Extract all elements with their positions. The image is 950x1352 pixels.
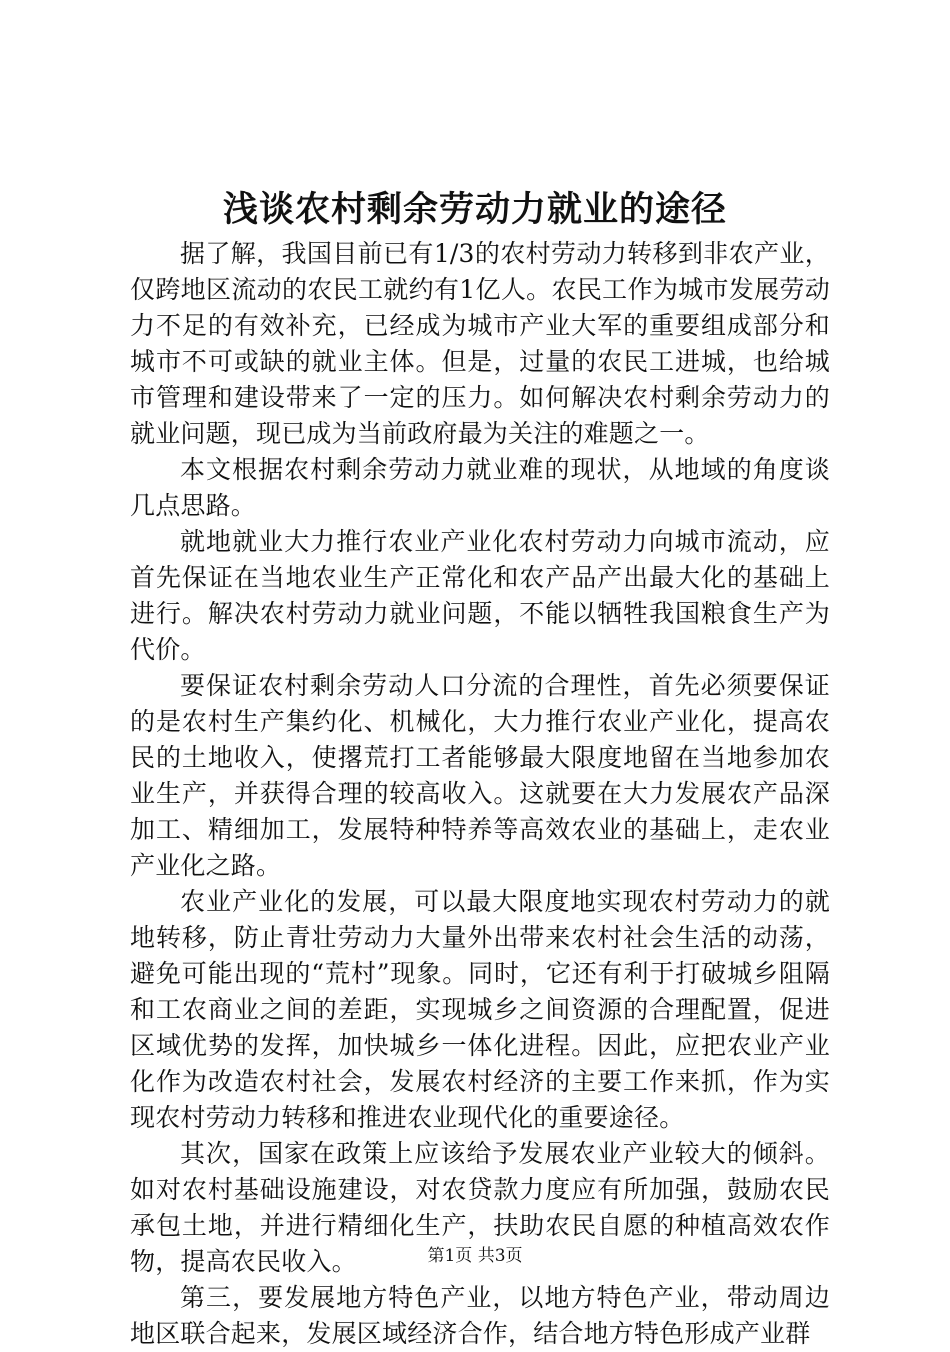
page-footer: 第1页 共3页 xyxy=(427,1246,523,1266)
paragraph-7: 第三，要发展地方特色产业，以地方特色产业，带动周边地区联合起来，发展区域经济合作，结合地方特色形成产业群 xyxy=(130,1283,830,1348)
document-body xyxy=(130,236,830,1352)
paragraph-1: 据了解，我国目前已有1/3的农村劳动力转移到非农产业，仅跨地区流动的农民工就约有1亿人。农民工作为城市发展劳动力不足的有效补充，已经成为城市产业大军的重要组成部分和城市不可或缺的就业主体。但是，过量的农民工进城，也给城市管理和建设带来了一定的压力。如何解决农村剩余劳动力的就业问题，现已成为当前政府最为关注的难题之一。 xyxy=(130,239,830,448)
paragraph-5: 农业产业化的发展，可以最大限度地实现农村劳动力的就地转移，防止青壮劳动力大量外出带来农村社会生活的动荡，避免可能出现的“荒村”现象。同时，它还有利于打破城乡阻隔和工农商业之间的差距，实现城乡之间资源的合理配置，促进区域优势的发挥，加快城乡一体化进程。因此，应把农业产业化作为改造农村社会，发展农村经济的主要工作来抓，作为实现农村劳动力转移和推进农业现代化的重要途径。 xyxy=(130,887,830,1132)
paragraph-2: 本文根据农村剩余劳动力就业难的现状，从地域的角度谈几点思路。 xyxy=(130,455,830,520)
paragraph-4: 要保证农村剩余劳动人口分流的合理性，首先必须要保证的是农村生产集约化、机械化，大力推行农业产业化，提高农民的土地收入，使撂荒打工者能够最大限度地留在当地参加农业生产，并获得合理的较高收入。这就要在大力发展农产品深加工、精细加工，发展特种特养等高效农业的基础上，走农业产业化之路。 xyxy=(130,671,830,880)
document-title: 浅谈农村剩余劳动力就业的途径 xyxy=(222,189,727,230)
paragraph-6: 其次，国家在政策上应该给予发展农业产业较大的倾斜。如对农村基础设施建设，对农贷款力度应有所加强，鼓励农民承包土地，并进行精细化生产，扶助农民自愿的种植高效农作物，提高农民收入。 xyxy=(130,1139,830,1276)
paragraph-3: 就地就业大力推行农业产业化农村劳动力向城市流动，应首先保证在当地农业生产正常化和农产品产出最大化的基础上进行。解决农村劳动力就业问题，不能以牺牲我国粮食生产为代价。 xyxy=(130,527,830,664)
